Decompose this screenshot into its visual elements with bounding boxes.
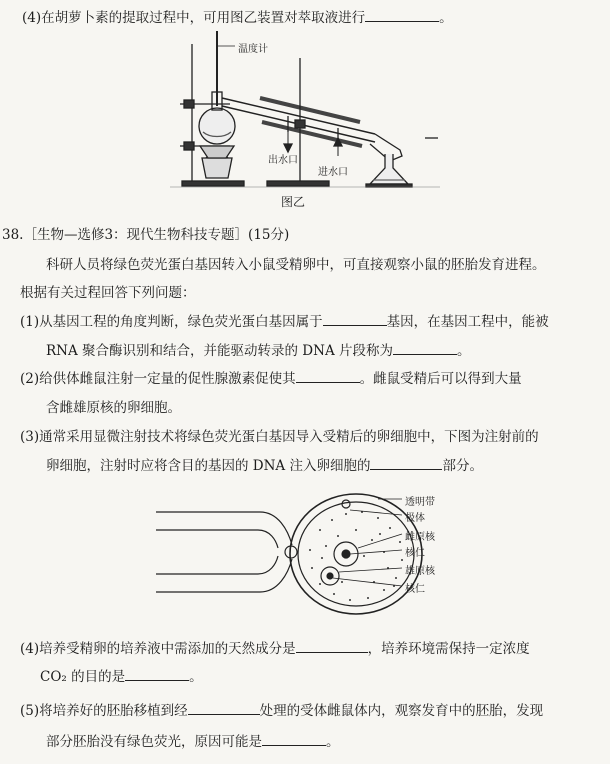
q38-p1-line2 (46, 342, 471, 360)
q4-prev-end: 。 (439, 10, 453, 26)
q38-p1-blank1[interactable] (323, 313, 387, 326)
figure-b-caption: 图乙 (281, 195, 306, 209)
q38-p1-line1 (20, 313, 549, 331)
q38-p2-blank[interactable] (296, 370, 360, 383)
q38-p5-blank1[interactable] (188, 702, 260, 715)
q38-p5-end: 。 (326, 734, 340, 750)
label-polar-body: 极体 (405, 513, 425, 524)
q38-p5-line2 (46, 733, 340, 751)
q38-p2-line1 (20, 370, 522, 388)
heater (202, 158, 232, 178)
q38-p4-line2 (40, 668, 203, 686)
label-female-pronucleus: 雌原核 (405, 532, 435, 543)
label-zona: 透明带 (405, 497, 435, 508)
egg-cell-diagram (150, 490, 480, 620)
q38-p3-line2 (46, 457, 483, 475)
inlet-label: 进水口 (318, 167, 348, 178)
q38-intro-1: 科研人员将绿色荧光蛋白基因转入小鼠受精卵中，可直接观察小鼠的胚胎发育进程。 (46, 257, 546, 273)
q38-p4-blank2[interactable] (125, 668, 189, 681)
condenser (222, 98, 402, 161)
left-base (182, 181, 244, 186)
q38-p2-line2: 含雌雄原核的卵细胞。 (46, 400, 181, 416)
q38-p1-blank2[interactable] (393, 342, 457, 355)
q38-p2-a: (2)给供体雌鼠注射一定量的促性腺激素促使其 (20, 371, 296, 387)
q38-p4-b: ，培养环境需保持一定浓度 (367, 641, 530, 657)
q38-p5-a: (5)将培养好的胚胎移植到经 (20, 703, 188, 719)
q38-header: 38.［生物—选修3：现代生物科技专题］(15分) (2, 227, 290, 243)
label-male-pronucleus: 雄原核 (405, 566, 435, 577)
q38-p4-blank1[interactable] (296, 640, 368, 653)
q38-p1-b: 基因，在基因工程中，能被 (386, 314, 549, 330)
q38-p5-blank2[interactable] (262, 733, 326, 746)
q38-p4-a: (4)培养受精卵的培养液中需添加的天然成分是 (20, 641, 296, 657)
holding-pipette (156, 512, 292, 545)
q38-p4-line1 (20, 640, 530, 658)
q38-p3-line1: (3)通常采用显微注射技术将绿色荧光蛋白基因导入受精后的卵细胞中，下图为注射前的 (20, 429, 539, 445)
q38-p5-c: 部分胚胎没有绿色荧光，原因可能是 (46, 734, 262, 750)
q38-p3-b: 卵细胞，注射时应将含目的基因的 DNA 注入卵细胞的 (46, 458, 371, 474)
q4-prev-text: (4)在胡萝卜素的提取过程中，可用图乙装置对萃取液进行 (22, 10, 366, 26)
q38-intro-2: 根据有关过程回答下列问题： (20, 285, 196, 301)
q38-p1-end: 。 (457, 343, 471, 359)
q38-p1-c: RNA 聚合酶识别和结合，并能驱动转录的 DNA 片段称为 (46, 343, 393, 359)
q38-p4-c: CO₂ 的目的是 (40, 669, 126, 685)
q4-prev-line (22, 9, 453, 27)
q38-p5-line1 (20, 702, 543, 720)
nucleolus (342, 550, 350, 558)
label-nucleolus-1: 核仁 (405, 548, 425, 559)
q38-p1-a: (1)从基因工程的角度判断，绿色荧光蛋白基因属于 (20, 314, 323, 330)
q38-p3-end: 部分。 (442, 458, 483, 474)
q38-p5-b: 处理的受体雌鼠体内，观察发育中的胚胎，发现 (259, 703, 544, 719)
q38-p4-end: 。 (189, 669, 203, 685)
outlet-label: 出水口 (268, 155, 298, 166)
q4-prev-blank[interactable] (365, 9, 439, 22)
distillation-apparatus (170, 26, 610, 196)
q38-p3-blank[interactable] (370, 457, 442, 470)
q38-p2-b: 。雌鼠受精后可以得到大量 (359, 371, 522, 387)
thermometer-label: 温度计 (238, 44, 268, 55)
label-nucleolus-2: 核仁 (405, 584, 425, 595)
round-flask (199, 108, 235, 144)
